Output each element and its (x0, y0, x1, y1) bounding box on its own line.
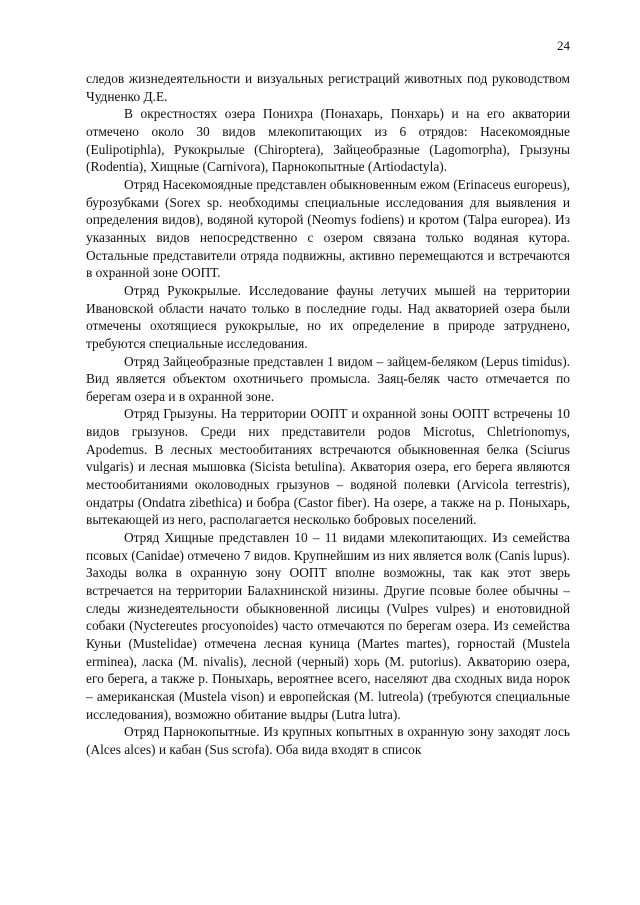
paragraph-lagomorphs: Отряд Зайцеобразные представлен 1 видом – зайцем-беляком (Lepus timidus). Вид является объектом охотничьего промысла. Заяц-беляк часто отмечается по берегам озера и в охранной зоне. (86, 353, 570, 404)
page-number: 24 (557, 38, 570, 53)
paragraph-overview: В окрестностях озера Понихра (Понахарь, Понхарь) и на его акватории отмечено около 30 видов млекопитающих из 6 отрядов: Насекомоядные (Eulipotiphla), Рукокрылые (Chiroptera), Зайцеобразные (Lagomorpha), Грызуны (Rodentia), Хищные (Carnivora), Парнокопытные (Artiodactyla). (86, 106, 570, 175)
paragraph-carnivores: Отряд Хищные представлен 10 – 11 видами млекопитающих. Из семейства псовых (Canidae) отмечено 7 видов. Крупнейшим из них является волк (Canis lupus). Заходы волка в охранную зону ООПТ вполне возможны, так как этот зверь встречается на территории Балахнинской низины. Другие псовые более обычны – следы жизнедеятельности обыкновенной лисицы (Vulpes vulpes) и енотовидной собаки (Nyctereutes procyonoides) часто отмечаются по берегам озера. Из семейства Куньи (Mustelidae) отмечена лесная куница (Martes martes), горностай (Mustela erminea), ласка (M. nivalis), лесной (черный) хорь (M. putorius). Акваторию озера, его берега, а также р. Поныхарь, вероятнее всего, населяют два сходных вида норок – американская (Mustela vison) и европейская (M. lutreola) (требуются специальные исследования), возможно обитание выдры (Lutra lutra). (86, 530, 570, 722)
paragraph-artiodactyls: Отряд Парнокопытные. Из крупных копытных в охранную зону заходят лось (Alces alces) и кабан (Sus scrofa). Оба вида входят в список (86, 724, 570, 757)
paragraph-continuation: следов жизнедеятельности и визуальных регистраций животных под руководством Чудненко Д.Е. (86, 71, 570, 104)
paragraph-insectivores: Отряд Насекомоядные представлен обыкновенным ежом (Erinaceus europeus), бурозубками (Sorex sp. необходимы специальные исследования для выявления и определения видов), водяной куторой (Neomys fodiens) и кротом (Talpa europea). Из указанных видов непосредственно с озером связана только водяная кутора. Остальные представители отряда подвижны, активно перемещаются и встречаются в охранной зоне ООПТ. (86, 176, 570, 281)
paragraph-rodents: Отряд Грызуны. На территории ООПТ и охранной зоны ООПТ встречены 10 видов грызунов. Среди них представители родов Microtus, Chletrionomys, Apodemus. В лесных местообитаниях встречаются обыкновенная белка (Sciurus vulgaris) и лесная мышовка (Sicista betulina). Акватория озера, его берега являются местообитаниями околоводных грызунов – водяной полевки (Arvicola terrestris), ондатры (Ondatra zibethica) и бобра (Castor fiber). На озере, а также на р. Поныхарь, вытекающей из него, располагается несколько бобровых поселений. (86, 406, 570, 528)
document-body (86, 70, 570, 759)
paragraph-bats: Отряд Рукокрылые. Исследование фауны летучих мышей на территории Ивановской области начато только в последние годы. Над акваторией озера были отмечены охотящиеся рукокрылые, но их определение в природе затруднено, требуются специальные исследования. (86, 282, 570, 351)
